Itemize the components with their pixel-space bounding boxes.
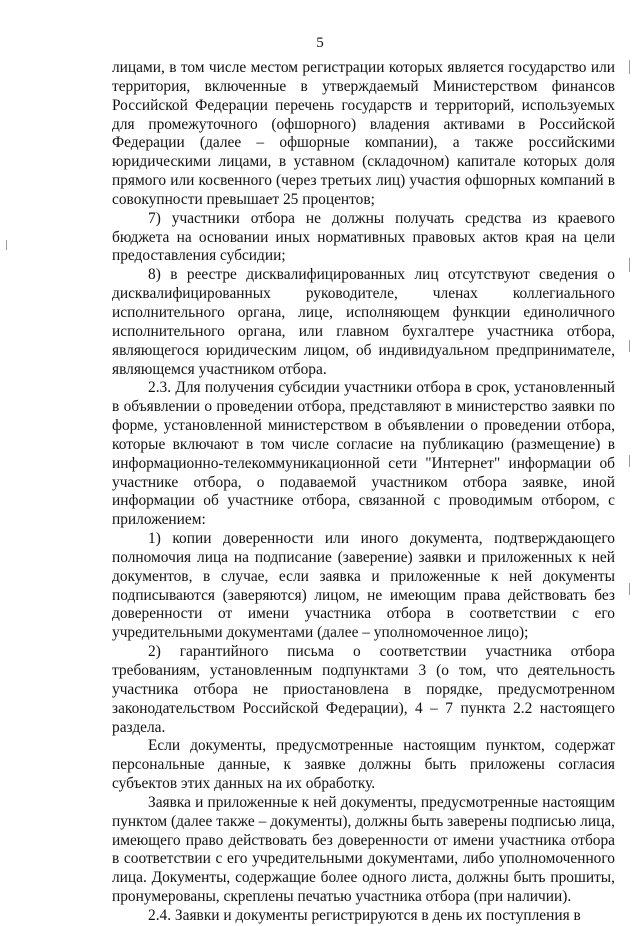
paragraph-item-7: 7) участники отбора не должны получать средства из краевого бюджета на основании иных нормативных правовых актов края на цели предоставления субсидии; [112, 209, 615, 265]
paragraph-attachment-1: 1) копии доверенности или иного документа, подтверждающего полномочия лица на подписание (заверение) заявки и приложенных к ней документов, в случае, если заявка и приложенные к ней документы подписываются (заверяются) лицом, не имеющим права действовать без доверенности от имени участника отбора в соответствии с его учредительными документами (далее – уполномоченное лицо); [112, 530, 615, 642]
scan-edge-mark [629, 60, 630, 74]
paragraph-offshore-continuation: лицами, в том числе местом регистрации которых является государство или территория, включенные в утверждаемый Министерством финансов Российской Федерации перечень государств и территорий, используемых для промежуточного (офшорного) владения активами в Российской Федерации (далее – офшорные компании), а также российскими юридическими лицами, в уставном (складочном) капитале которых доля прямого или косвенного (через третьих лиц) участия офшорных компаний в совокупности превышает 25 процентов; [112, 59, 615, 208]
paragraph-item-8: 8) в реестре дисквалифицированных лиц отсутствуют сведения о дисквалифицированных руководителе, членах коллегиального исполнительного органа, лице, исполняющем функции единоличного исполнительного органа, или главном бухгалтере участника отбора, являющегося юридическим лицом, об индивидуальном предпринимателе, являющемся участником отбора. [112, 266, 615, 378]
paragraph-application-signing: Заявка и приложенные к ней документы, предусмотренные настоящим пунктом (далее также – документы), должны быть заверены подписью лица, имеющего право действовать без доверенности от имени участника отбора в соответствии с его учредительными документами, либо уполномоченного лица. Документы, содержащие более одного листа, должны быть прошиты, пронумерованы, скреплены печатью участника отбора (при наличии). [112, 793, 615, 906]
paragraph-attachment-2: 2) гарантийного письма о соответствии участника отбора требованиям, установленным подпунктами 3 (о том, что деятельность участника отбора не приостановлена в порядке, предусмотренном законодательством Российской Федерации), 4 – 7 пункта 2.2 настоящего раздела. [112, 643, 615, 736]
document-body [112, 59, 615, 926]
paragraph-section-2-3: 2.3. Для получения субсидии участники отбора в срок, установленный в объявлении о проведении отбора, представляют в министерство заявки по форме, установленной министерством в объявлении о проведении отбора, которые включают в том числе согласие на публикацию (размещение) в информационно-телекоммуникационной сети "Интернет" информации об участнике отбора, о подаваемой участником отбора заявке, иной информации об участнике отбора, связанной с проводимым отбором, с приложением: [112, 379, 615, 529]
page-number: 5 [316, 35, 324, 51]
scan-edge-mark [6, 240, 7, 250]
scan-edge-mark [629, 583, 630, 595]
scan-edge-mark [629, 258, 630, 272]
paragraph-section-2-4: 2.4. Заявки и документы регистрируются в день их поступления в [148, 906, 581, 924]
scan-edge-mark [629, 455, 630, 467]
scan-edge-mark [629, 340, 630, 352]
paragraph-personal-data: Если документы, предусмотренные настоящим пунктом, содержат персональные данные, к заявке должны быть приложены согласия субъектов этих данных на их обработку. [112, 737, 615, 793]
